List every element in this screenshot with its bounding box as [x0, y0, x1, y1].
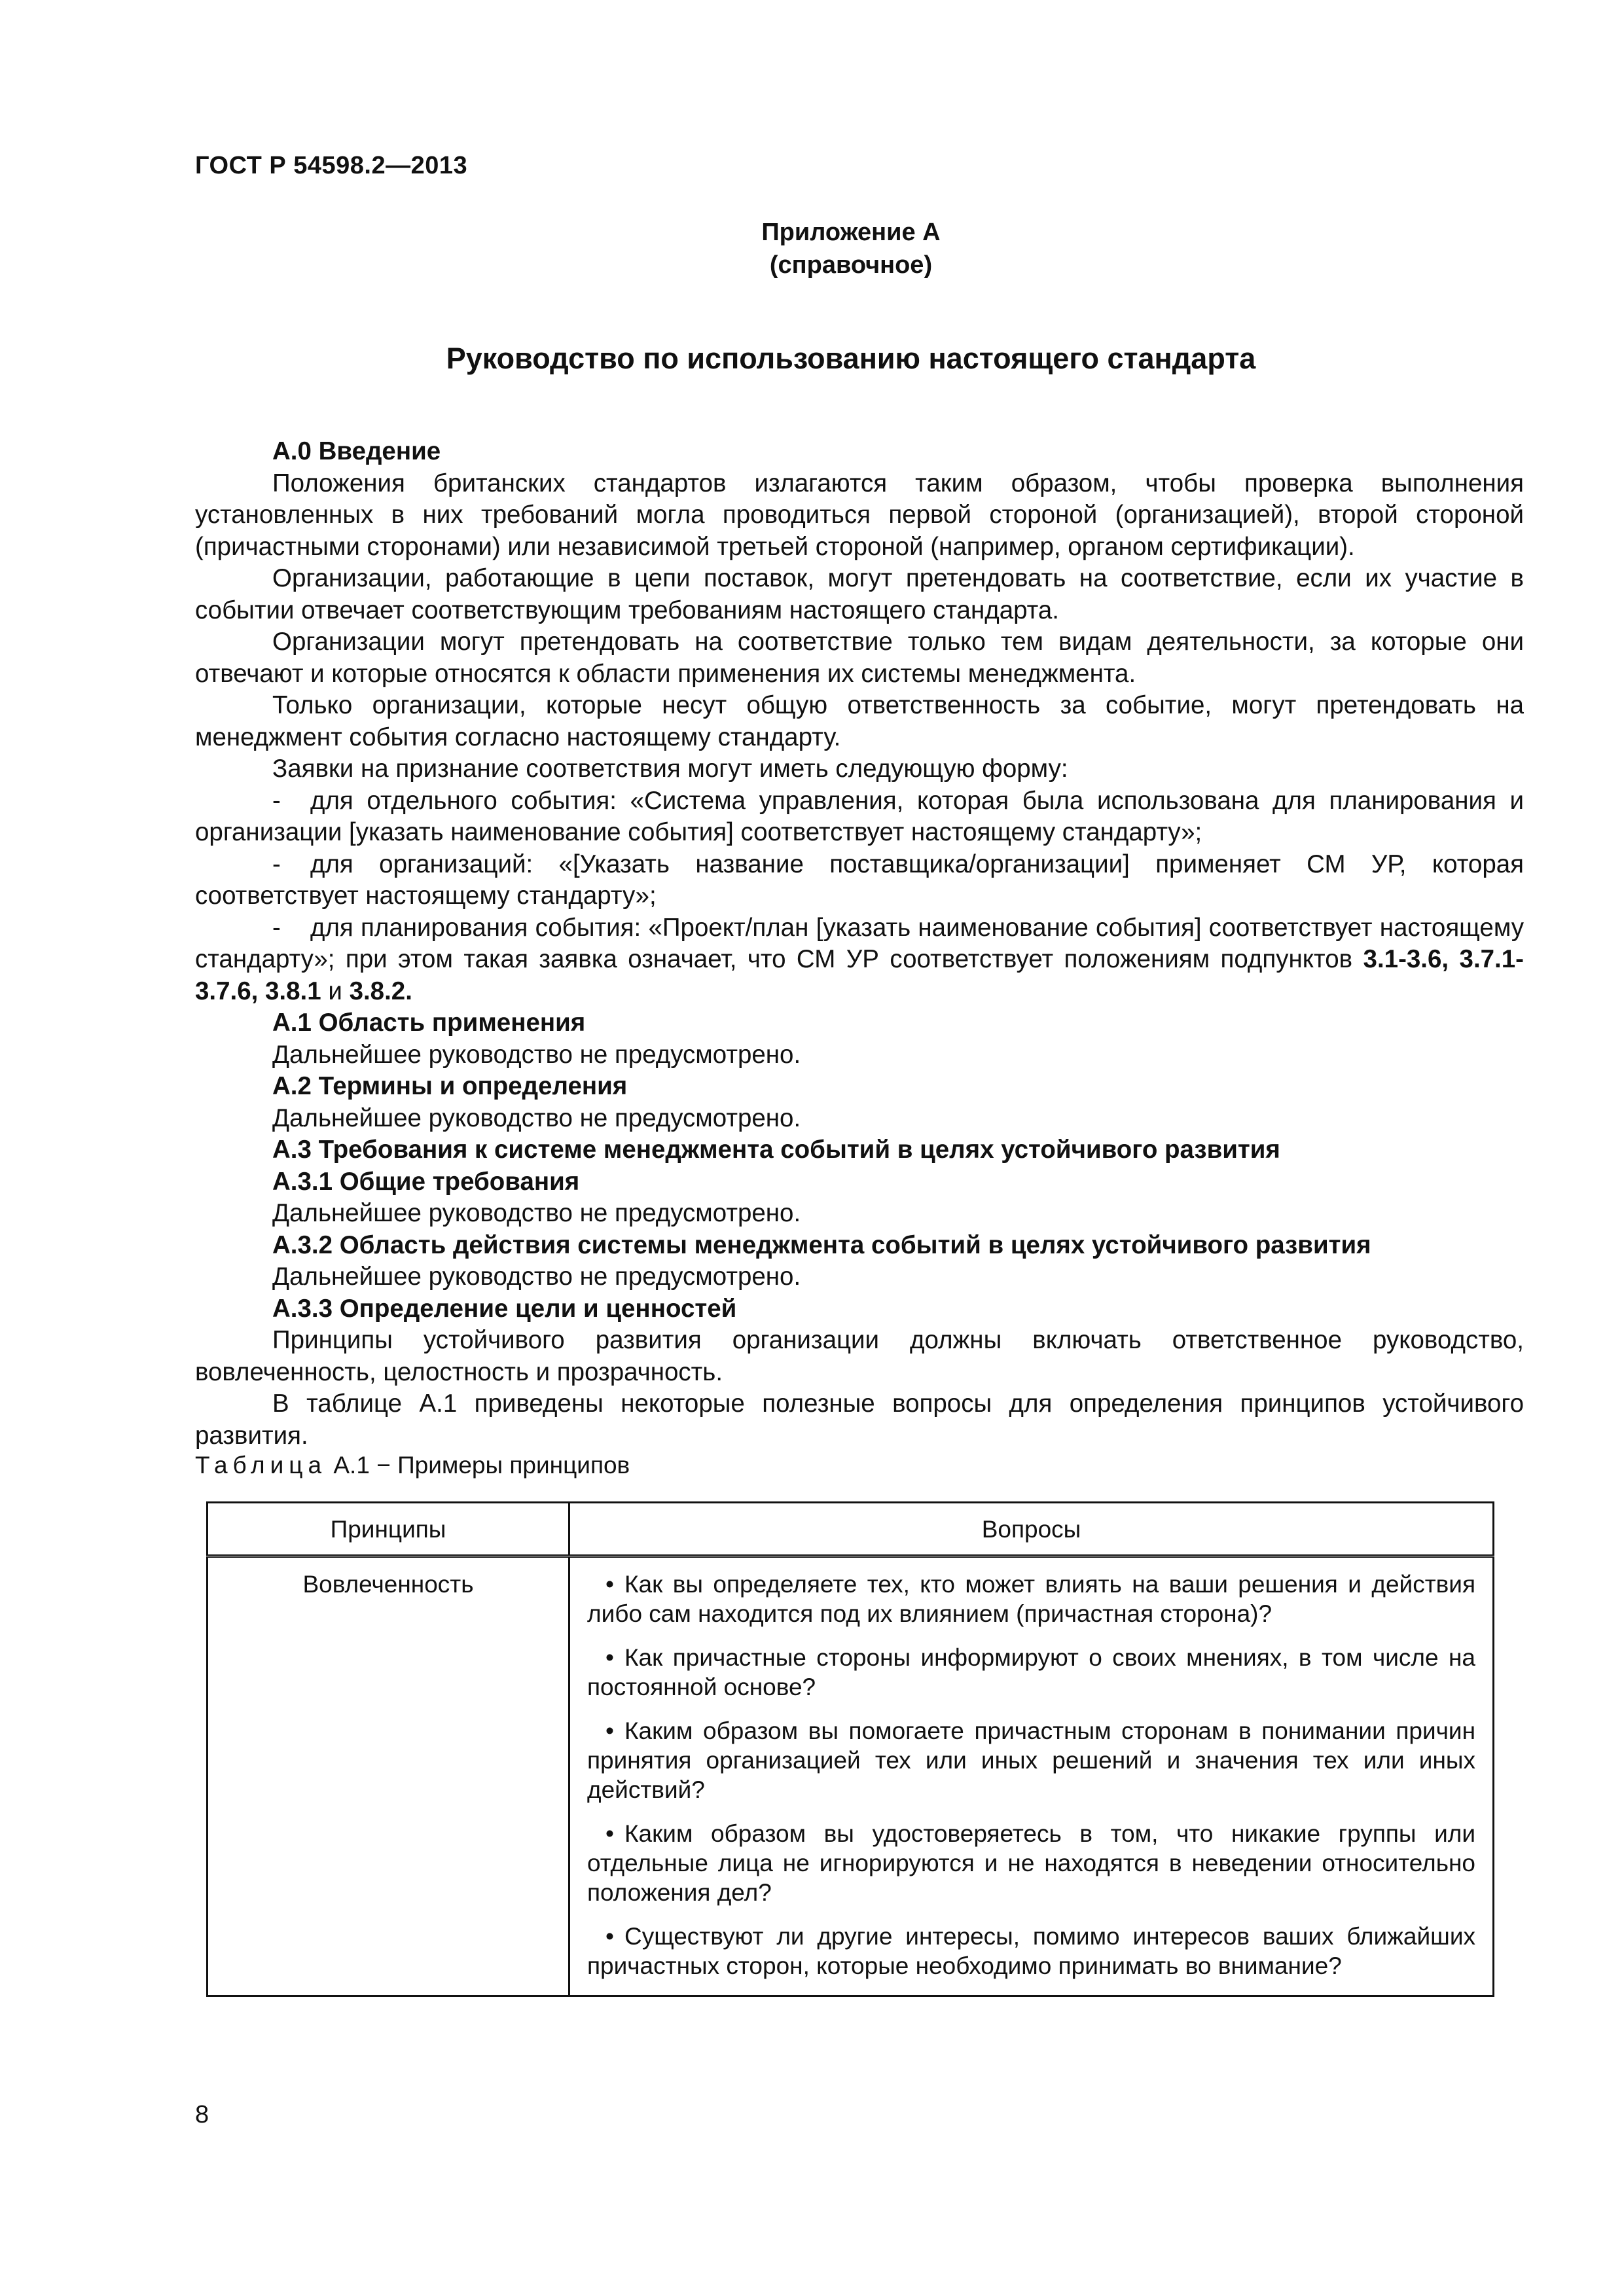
- section-heading-a31: А.3.1 Общие требования: [272, 1167, 580, 1196]
- dash-list-item: [195, 785, 1524, 849]
- section-heading-a0: А.0 Введение: [272, 437, 441, 465]
- conjunction: и: [328, 977, 342, 1005]
- bullet-icon: •: [605, 1923, 614, 1950]
- column-header-questions: Вопросы: [569, 1503, 1494, 1556]
- column-header-principles: Принципы: [208, 1503, 569, 1556]
- question-item: [587, 1643, 1475, 1702]
- dash-list-item: [195, 849, 1524, 912]
- paragraph: Дальнейшее руководство не предусмотрено.: [272, 1263, 801, 1291]
- principles-table: [206, 1501, 1494, 1997]
- paragraph: Принципы устойчивого развития организации должны включать ответственное руководство, вовлеченность, целостность и прозрачность.: [195, 1326, 1524, 1386]
- bullet-icon: •: [605, 1571, 614, 1598]
- question-item: [587, 1716, 1475, 1804]
- section-heading-a2: А.2 Термины и определения: [272, 1072, 628, 1100]
- question-text: Каким образом вы удостоверяетесь в том, что никакие группы или отдельные лица не игнорируются и не находятся в неведении относительно положения дел?: [587, 1820, 1475, 1906]
- principle-cell: Вовлеченность: [208, 1556, 569, 1996]
- appendix-label: Приложение А: [761, 219, 941, 246]
- paragraph: Дальнейшее руководство не предусмотрено.: [272, 1040, 801, 1069]
- dash-item-text: для отдельного события: «Система управления, которая была использована для планирования и организации [указать наименование события] соответствует настоящему стандарту»;: [195, 786, 1524, 846]
- paragraph: Только организации, которые несут общую ответственность за событие, могут претендовать на менеджмент события согласно настоящему стандарту.: [195, 691, 1524, 751]
- appendix-label-block: [0, 216, 1624, 281]
- question-text: Существуют ли другие интересы, помимо интересов ваших ближайших причастных сторон, которые необходимо принимать во внимание?: [587, 1923, 1475, 1979]
- table-caption: [195, 1452, 630, 1479]
- dash-item-text: для планирования события: «Проект/план [указать наименование события] соответствует настоящему стандарту»; при этом такая заявка означает, что СМ УР соответствует положениям подпунктов: [195, 913, 1524, 973]
- dash-marker: -: [272, 913, 281, 942]
- table-header-row: [208, 1503, 1494, 1556]
- section-heading-a1: А.1 Область применения: [272, 1009, 586, 1037]
- dash-marker: -: [272, 850, 281, 878]
- question-text: Как вы определяете тех, кто может влиять на ваши решения и действия либо сам находится под их влиянием (причастная сторона)?: [587, 1571, 1475, 1627]
- paragraph: Организации могут претендовать на соответствие только тем видам деятельности, за которые они отвечают и которые относятся к области применения их системы менеджмента.: [195, 628, 1524, 688]
- document-code: ГОСТ Р 54598.2—2013: [195, 152, 468, 179]
- body-text: [195, 436, 1524, 1452]
- paragraph: Положения британских стандартов излагаются таким образом, чтобы проверка выполнения установленных в них требований могла проводиться первой стороной (организацией), второй стороной (причастными сторонами) или независимой третьей стороной (например, органом сертификации).: [195, 469, 1524, 561]
- paragraph: Дальнейшее руководство не предусмотрено.: [272, 1103, 801, 1132]
- bullet-icon: •: [605, 1644, 614, 1671]
- clause-references: 3.1-3.6, 3.7.1-3.7.6, 3.8.1: [195, 945, 1524, 1005]
- question-item: [587, 1922, 1475, 1981]
- section-heading-a3: А.3 Требования к системе менеджмента событий в целях устойчивого развития: [272, 1136, 1280, 1164]
- question-item: [587, 1819, 1475, 1907]
- page-number: 8: [195, 2101, 209, 2128]
- paragraph: В таблице А.1 приведены некоторые полезные вопросы для определения принципов устойчивого развития.: [195, 1390, 1524, 1450]
- clause-reference-last: 3.8.2.: [349, 977, 412, 1005]
- section-heading-a32: А.3.2 Область действия системы менеджмента событий в целях устойчивого развития: [272, 1230, 1371, 1259]
- questions-cell: [569, 1556, 1494, 1996]
- section-heading-a33: А.3.3 Определение цели и ценностей: [272, 1294, 737, 1323]
- question-item: [587, 1570, 1475, 1628]
- paragraph: Дальнейшее руководство не предусмотрено.: [272, 1199, 801, 1227]
- table-caption-text: А.1 − Примеры принципов: [333, 1452, 630, 1479]
- dash-item-text: для организаций: «[Указать название поставщика/организации] применяет СМ УР, которая соответствует настоящему стандарту»;: [195, 850, 1524, 910]
- question-text: Как причастные стороны информируют о своих мнениях, в том числе на постоянной основе?: [587, 1644, 1475, 1700]
- question-text: Каким образом вы помогаете причастным сторонам в понимании причин принятия организацией тех или иных решений и значения тех или иных действий?: [587, 1717, 1475, 1803]
- table-caption-word: Таблица: [195, 1452, 327, 1479]
- dash-list-item: [195, 912, 1524, 1008]
- paragraph: Организации, работающие в цепи поставок, могут претендовать на соответствие, если их участие в событии отвечает соответствующим требованиям настоящего стандарта.: [195, 564, 1524, 624]
- bullet-icon: •: [605, 1717, 614, 1744]
- bullet-icon: •: [605, 1820, 614, 1847]
- dash-marker: -: [272, 786, 281, 815]
- appendix-type: (справочное): [769, 251, 933, 279]
- paragraph: Заявки на признание соответствия могут иметь следующую форму:: [272, 755, 1068, 783]
- table-row: [208, 1556, 1494, 1996]
- page-title: Руководство по использованию настоящего стандарта: [446, 342, 1256, 375]
